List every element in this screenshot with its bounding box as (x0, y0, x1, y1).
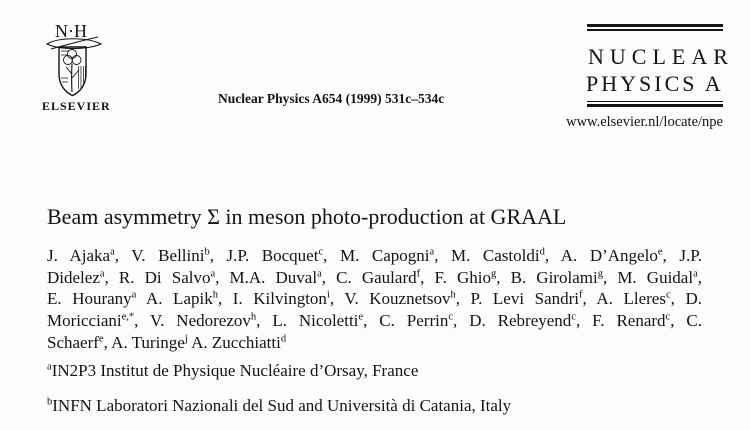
author-line: Schaerf$^e$, A. Turinge$^j$ A. Zucchiatti$^d$ (47, 332, 287, 352)
publisher-name: ELSEVIER (42, 99, 111, 113)
author-block (47, 245, 702, 354)
north-holland-monogram: N·H (55, 21, 87, 41)
journal-citation: Nuclear Physics A654 (1999) 531c–534c (218, 91, 445, 106)
elsevier-crest-icon (42, 16, 106, 98)
article-title: Beam asymmetry Σ in meson photo-production at GRAAL (47, 204, 567, 229)
journal-website-url: www.elsevier.nl/locate/npe (566, 114, 723, 130)
author-line: E. Hourany$^a$ A. Lapik$^h$, I. Kilvington$^i$, V. Kouznetsov$^h$, P. Levi Sandri$^f$, A. Lleres$^c$, D. (47, 289, 702, 309)
masthead-top-rules (587, 24, 723, 31)
masthead-bottom-rules (587, 101, 723, 108)
journal-name-line2: PHYSICS A (586, 70, 724, 96)
affiliation-line: $^b$INFN Laboratori Nazionali del Sud and Università di Catania, Italy (47, 396, 512, 415)
divider-line (587, 24, 723, 27)
author-line: Didelez$^a$, R. Di Salvo$^a$, M.A. Duval$^a$, C. Gaulard$^f$, F. Ghio$^g$, B. Girolami$^g$, M. Guidal$^a$, (47, 267, 703, 287)
author-line: J. Ajaka$^a$, V. Bellini$^b$, J.P. Bocquet$^c$, M. Capogni$^a$, M. Castoldi$^d$, A. D’Angelo$^e$, J.P. (47, 246, 703, 265)
elsevier-logo (42, 16, 111, 113)
divider-line (587, 29, 723, 31)
affiliation-block (47, 361, 511, 430)
journal-name-line1: NUCLEAR (588, 43, 734, 69)
affiliation-line: $^a$IN2P3 Institut de Physique Nucléaire d’Orsay, France (47, 361, 419, 380)
divider-line (587, 104, 723, 107)
journal-masthead (563, 24, 734, 131)
author-line: Moricciani$^{e,*}$, V. Nedorezov$^h$, L. Nicoletti$^e$, C. Perrin$^c$, D. Rebreyend$^c$, F. Renard$^c$, C. (47, 311, 702, 331)
divider-line (587, 101, 723, 103)
